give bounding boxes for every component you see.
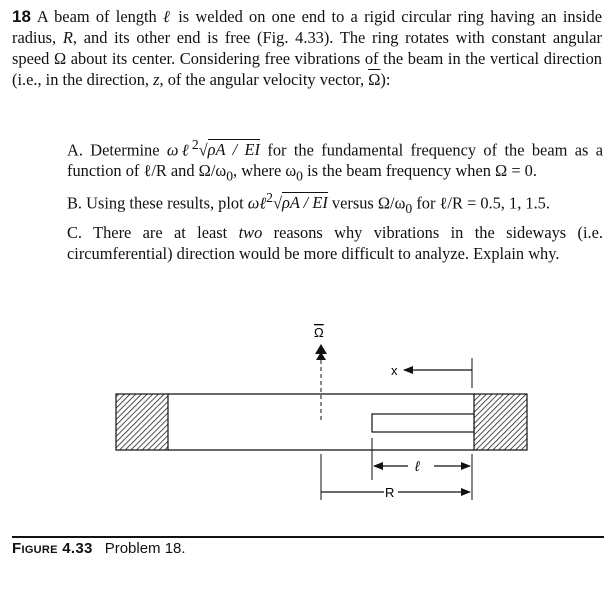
figure-caption: [12, 540, 186, 557]
part-c-text: reasons why vibrations in the sideways (i.e. circumferential) direction would be more difficult to analyze. Explain why.: [67, 223, 603, 263]
sqrt-sign: √: [272, 193, 282, 213]
part-c-label: C. There are at least: [67, 223, 239, 242]
beam: [372, 414, 474, 432]
symbol-R: R: [62, 28, 73, 47]
part-b-sub0: 0: [405, 200, 413, 216]
omega-label: Ω: [314, 325, 324, 340]
part-a-sup: 2: [191, 137, 199, 152]
part-b: [67, 187, 603, 219]
figure-word: Figure: [12, 540, 58, 557]
symbol-z: z: [153, 70, 160, 89]
problem-text-5: ):: [380, 70, 391, 89]
part-b-sup: 2: [266, 190, 273, 205]
part-a-label: A. Determine: [67, 140, 167, 160]
caption-rule: [12, 536, 604, 538]
x-label: x: [391, 363, 398, 378]
problem-text-1: A beam of length: [36, 7, 163, 26]
part-b-root: ρA / EI: [281, 193, 328, 213]
part-b-text: versus Ω/ω: [327, 193, 406, 213]
part-a-text2: , where ω: [233, 161, 297, 181]
part-c-emph: two: [238, 223, 263, 242]
part-a-sub0: 0: [226, 168, 234, 184]
part-c: [67, 222, 603, 264]
problem-statement: [12, 6, 602, 90]
problem-text-4: , of the angular velocity vector,: [159, 70, 369, 89]
figure-number: 4.33: [62, 540, 93, 557]
figure-4-33: [0, 320, 611, 520]
R-label: R: [385, 485, 395, 500]
part-a-text3: is the beam frequency when Ω = 0.: [302, 161, 537, 181]
problem-text-3: , and its other end is free (Fig. 4.33). The ring rotates with constant angular speed Ω about its center. Considering free vibrations of the beam in the vertical direction (i.e., in the direction,: [12, 28, 602, 89]
part-b-text2: for ℓ/R = 0.5, 1, 1.5.: [412, 193, 550, 213]
symbol-ell: ℓ: [163, 7, 172, 26]
part-a-text: for the fundamental frequency of the beam as a function of ℓ/R and Ω/ω: [67, 140, 604, 181]
part-a-expr: ωℓ: [166, 140, 192, 160]
part-a-root: ρA / EI: [207, 140, 260, 160]
ring-left-section: [116, 394, 168, 450]
caption-text: Problem 18.: [104, 540, 186, 557]
ring-right-section: [474, 394, 527, 450]
sqrt-sign: √: [198, 140, 208, 160]
figure-label: [12, 540, 93, 557]
ell-label: ℓ: [415, 458, 420, 474]
part-a-sub1: 0: [296, 168, 303, 184]
problem-number: 18: [12, 7, 31, 26]
part-b-expr: ωℓ: [247, 193, 267, 213]
problem-text-2: is welded on one end to a rigid circular ring having an inside radius,: [12, 7, 602, 47]
part-b-label: B. Using these results, plot: [67, 193, 248, 213]
part-a: [67, 134, 603, 187]
omega-vector-symbol: $\overline{\Omega}$: [368, 70, 381, 89]
